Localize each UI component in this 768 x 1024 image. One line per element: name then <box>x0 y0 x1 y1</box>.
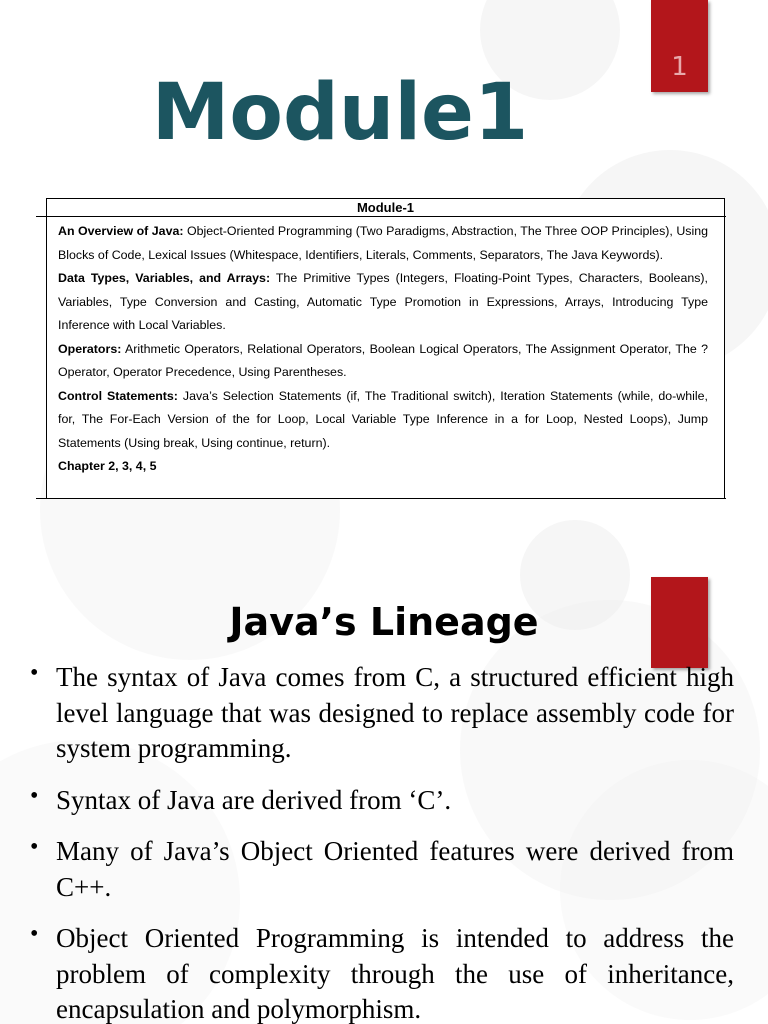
bullet-icon: • <box>30 921 39 947</box>
bullet-item <box>30 921 734 1024</box>
syllabus-section-text: The Primitive Types (Integers, Floating-Point Types, Characters, Booleans), Variables, Type Conversion and Casting, Automatic Type Promotion in Expressions, Arrays, Introducing Type Inference with Local Variables. <box>58 271 708 332</box>
syllabus-section <box>58 220 708 267</box>
syllabus-section-heading: Control Statements: <box>58 388 178 403</box>
syllabus-header: Module-1 <box>356 200 415 215</box>
syllabus-section-text: Arithmetic Operators, Relational Operators, Boolean Logical Operators, The Assignment Operator, The ? Operator, Operator Precedence, Using Parentheses. <box>58 341 708 379</box>
slide-title: Module1 <box>151 68 529 158</box>
syllabus-header-rule <box>36 216 726 217</box>
bullet-text: Syntax of Java are derived from ‘C’. <box>56 784 452 815</box>
syllabus-section <box>58 385 708 456</box>
bullet-item <box>30 783 734 819</box>
syllabus-section <box>58 338 708 385</box>
syllabus-chapters: Chapter 2, 3, 4, 5 <box>58 459 157 473</box>
syllabus-section-heading: Data Types, Variables, and Arrays: <box>58 271 271 285</box>
syllabus-section-heading: Operators: <box>58 341 122 356</box>
bullet-icon: • <box>30 660 39 686</box>
syllabus-body <box>58 220 708 479</box>
bullet-text: The syntax of Java comes from C, a structured efficient high level language that was designed to replace assembly code for system programming. <box>56 662 734 763</box>
bullet-list <box>30 660 734 1024</box>
syllabus-section-text: Java’s Selection Statements (if, The Traditional switch), Iteration Statements (while, do-while, for, The For-Each Version of the for Loop, Local Variable Type Inference in a for Loop, Nested Loops), Jump Statements (Using break, Using continue, return). <box>58 388 708 450</box>
bullet-text: Object Oriented Programming is intended to address the problem of complexity through the use of inheritance, encapsulation and polymorphism. <box>56 923 734 1024</box>
syllabus-section <box>58 267 708 338</box>
section-title: Java’s Lineage <box>229 600 539 644</box>
bullet-text: Many of Java’s Object Oriented features were derived from C++. <box>56 836 734 902</box>
slide-number: 1 <box>671 52 688 82</box>
syllabus-bottom-rule <box>36 498 726 499</box>
bullet-icon: • <box>30 834 39 860</box>
bullet-item <box>30 660 734 767</box>
syllabus-section-text: Object-Oriented Programming (Two Paradigms, Abstraction, The Three OOP Principles), Using Blocks of Code, Lexical Issues (Whitespace, Identifiers, Literals, Comments, Separators, The Java Keywords). <box>58 224 709 262</box>
syllabus-table <box>36 191 726 508</box>
syllabus-section-heading: An Overview of Java: <box>58 224 184 238</box>
bullet-icon: • <box>30 782 39 809</box>
bullet-item <box>30 834 734 905</box>
